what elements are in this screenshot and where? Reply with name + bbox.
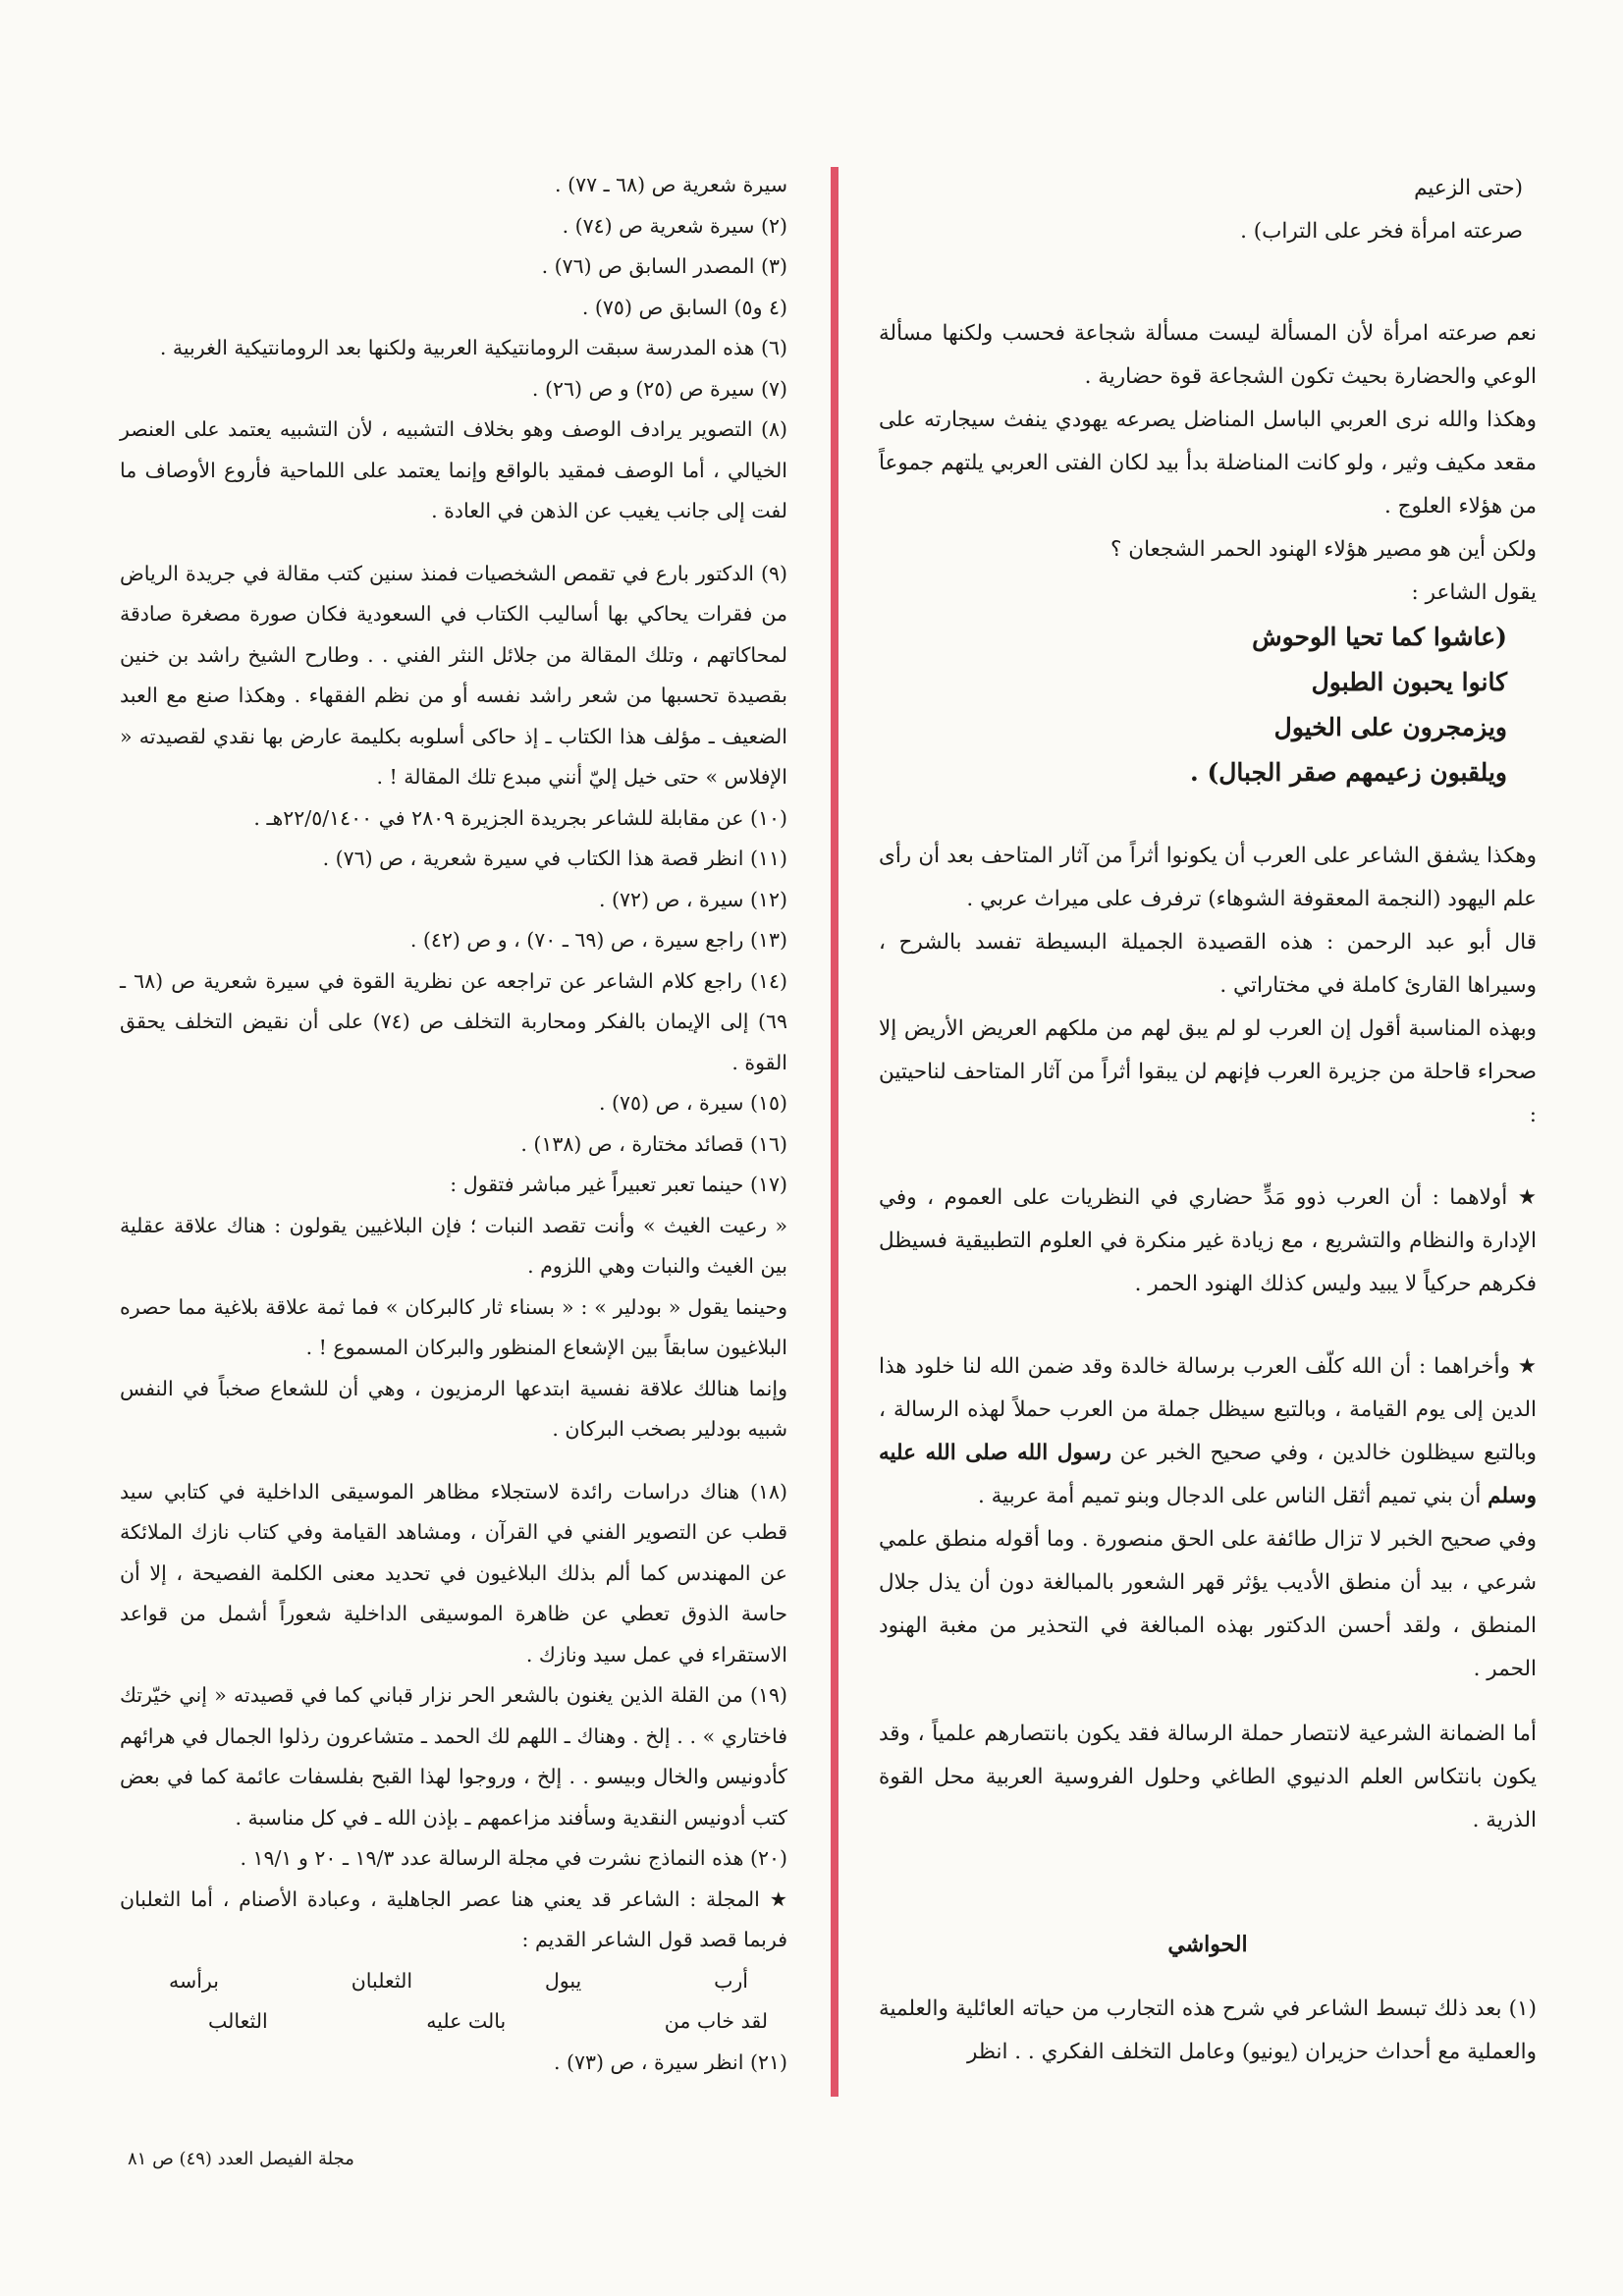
second-point-emphasis: رسول الله صلى الله عليه وسلم bbox=[879, 1441, 1537, 1508]
quoted-verse-header bbox=[879, 167, 1537, 253]
footnote: وحينما يقول « بودلير » : « بسناء ثار كالبركان » فما ثمة علاقة بلاغية مما حصره البلاغيون سابقاً بين الإشعاع المنظور والبركان المسموع ! . bbox=[120, 1294, 787, 1359]
footnote: وإنما هنالك علاقة نفسية ابتدعها الرمزيون ، وهي أن للشعاع صخباً في النفس شبيه بودلير بصخب البركان . bbox=[120, 1376, 787, 1441]
footnote: (١١) انظر قصة هذا الكتاب في سيرة شعرية ، ص (٧٦) . bbox=[322, 847, 787, 870]
footnote: (١٨) هناك دراسات رائدة لاستجلاء مظاهر الموسيقى الداخلية في كتابي سيد قطب عن التصوير الفني في القرآن ، ومشاهد القيامة وفي كتاب نازك الملائكة عن المهندس كما ألم بذلك البلاغيون في تحديد معنى الكلمة الفصيحة ، إلا أن حاسة الذوق تعطي عن ظاهرة الموسيقى الداخلية شعوراً أشمل من قواعد الاستقراء في عمل سيد ونازك . bbox=[120, 1479, 787, 1667]
footnote: سيرة شعرية ص (٦٨ ـ ٧٧) . bbox=[555, 173, 787, 196]
footnote: (١٤) راجع كلام الشاعر عن تراجعه عن نظرية القوة في سيرة شعرية ص (٦٨ ـ ٦٩) إلى الإيمان بالفكر ومحاربة التخلف ص (٧٤) على أن نقيض التخلف يحقق القوة . bbox=[120, 968, 787, 1074]
poem-line: ويلقبون زعيمهم صقر الجبال) . bbox=[1190, 758, 1507, 787]
verse-word: يبول bbox=[544, 1968, 582, 1993]
main-article-column bbox=[879, 167, 1537, 2074]
verse-word: برأسه bbox=[169, 1968, 219, 1993]
second-point-end: أن بني تميم أثقل الناس على الدجال وبنو تميم أمة عربية . bbox=[978, 1484, 1488, 1508]
page-footer: مجلة الفيصل العدد (٤٩) ص ٨١ bbox=[128, 2149, 354, 2169]
footnote: (١٢) سيرة ، ص (٧٢) . bbox=[599, 887, 787, 911]
footnote: (١٩) من القلة الذين يغنون بالشعر الحر نزار قباني كما في قصيدته « إني خيّرتك فاختاري » . . إلخ . وهناك ـ اللهم لك الحمد ـ متشاعرون رذلوا الجمال في هرائهم كأدونيس والخال وبيسو . . إلخ ، وروجوا لهذا القبح بفلسفات عائمة كما في بعض كتب أدونيس النقدية وسأفند مزاعمهم ـ بإذن الله ـ في كل مناسبة . bbox=[120, 1683, 787, 1830]
second-point bbox=[879, 1345, 1537, 1518]
footnote: (١٠) عن مقابلة للشاعر بجريدة الجزيرة ٢٨٠٩ في ٢٢/٥/١٤٠٠هـ . bbox=[253, 805, 787, 830]
footnote: ★ المجلة : الشاعر قد يعني هنا عصر الجاهلية ، وعبادة الأصنام ، أما الثعلبان فربما قصد قول الشاعر القديم : bbox=[120, 1886, 787, 1951]
verse-word: لقد خاب من bbox=[664, 2009, 768, 2033]
poem-line: كانوا يحبون الطبول bbox=[1311, 668, 1507, 696]
footnotes-column bbox=[120, 165, 787, 2083]
paragraph: وهكذا يشفق الشاعر على العرب أن يكونوا أثراً من آثار المتاحف بعد أن رأى علم اليهود (النجمة المعقوفة الشوهاء) ترفرف على ميراث عربي . bbox=[879, 844, 1537, 911]
paragraph: وهكذا والله نرى العربي الباسل المناضل يصرعه يهودي ينفث سيجارته على مقعد مكيف وثير ، ولو كانت المناضلة بدأ بيد لكان الفتى العربي يلتهم جموعاً من هؤلاء العلوج . bbox=[879, 408, 1537, 519]
footnote: (١٥) سيرة ، ص (٧٥) . bbox=[599, 1091, 787, 1115]
footnote: (١٧) حينما تعبر تعبيراً غير مباشر فتقول : bbox=[450, 1173, 787, 1196]
paragraph: وفي صحيح الخبر لا تزال طائفة على الحق منصورة . وما أقوله منطق علمي شرعي ، بيد أن منطق الأديب يؤثر قهر الشعور بالمبالغة دون أن يذل جلال المنطق ، ولقد أحسن الدكتور بهذه المبالغة في التحذير من مغبة الهنود الحمر . bbox=[879, 1527, 1537, 1681]
verse-word: أرب bbox=[714, 1968, 748, 1993]
poem-block bbox=[879, 615, 1537, 795]
footnote: (١) بعد ذلك تبسط الشاعر في شرح هذه التجارب من حياته العائلية والعلمية والعملية مع أحداث حزيران (يونيو) وعامل التخلف الفكري . . انظر bbox=[879, 1996, 1537, 2064]
second-point-text: ★ وأخراهما : أن الله كلّف العرب برسالة خالدة وقد ضمن الله لنا خلود هذا الدين إلى يوم القيامة ، وبالتبع سيظل جملة من العرب حملاً لهذه الرسالة ، وبالتبع سيظلون خالدين ، وفي صحيح الخبر عن bbox=[879, 1354, 1537, 1465]
footnotes-title: الحواشي bbox=[1167, 1932, 1248, 1957]
verse-line-2 bbox=[120, 2001, 787, 2043]
poem-line: (عاشوا كما تحيا الوحوش bbox=[1252, 623, 1507, 651]
footnote: (٤ و٥) السابق ص (٧٥) . bbox=[581, 295, 787, 319]
footnote: (٣) المصدر السابق ص (٧٦) . bbox=[541, 254, 787, 278]
verse-word: بالت عليه bbox=[426, 2009, 507, 2033]
paragraph: نعم صرعته امرأة لأن المسألة ليست مسألة شجاعة فحسب ولكنها مسألة الوعي والحضارة بحيث تكون الشجاعة قوة حضارية . bbox=[879, 321, 1537, 389]
verse-line-1 bbox=[120, 1961, 787, 2002]
footnote: (٢) سيرة شعرية ص (٧٤) . bbox=[562, 213, 787, 238]
paragraph: وبهذه المناسبة أقول إن العرب لو لم يبق لهم من ملكهم العريض الأريض إلا صحراء قاحلة من جزيرة العرب فإنهم لن يبقوا أثراً من آثار المتاحف لناحيتين : bbox=[879, 1016, 1537, 1127]
verse-word: الثعلبان bbox=[351, 1968, 413, 1993]
footnote: (١٦) قصائد مختارة ، ص (١٣٨) . bbox=[520, 1131, 787, 1156]
header-line: صرعته امرأة فخر على التراب) . bbox=[1240, 219, 1523, 244]
footnote: (٢١) انظر سيرة ، ص (٧٣) . bbox=[553, 2050, 787, 2074]
closing-paragraph: أما الضمانة الشرعية لانتصار حملة الرسالة فقد يكون بانتصارهم علمياً ، وقد يكون بانتكاس العلم الدنيوي الطاغي وحلول الفروسية العربية محل القوة الذرية . bbox=[879, 1722, 1537, 1832]
footnote: (٦) هذه المدرسة سبقت الرومانتيكية العربية ولكنها بعد الرومانتيكية الغربية . bbox=[159, 336, 787, 359]
poem-line: ويزمجرون على الخيول bbox=[1273, 713, 1507, 741]
paragraph: قال أبو عبد الرحمن : هذه القصيدة الجميلة البسيطة تفسد بالشرح ، وسيراها القارئ كاملة في مختاراتي . bbox=[879, 930, 1537, 998]
column-divider bbox=[831, 167, 839, 2097]
verse-word: الثعالب bbox=[208, 2009, 268, 2033]
header-line: (حتى الزعيم bbox=[1414, 176, 1523, 200]
footnote: (٨) التصوير يرادف الوصف وهو بخلاف التشبيه ، لأن التشبيه يعتمد على العنصر الخيالي ، أما الوصف فمقيد بالواقع وإنما يعتمد على اللماحية فأروع الأوصاف ما لفت إلى جانب يغيب عن الذهن في العادة . bbox=[120, 417, 787, 522]
first-point: ★ أولاهما : أن العرب ذوو مَدٍّ حضاري في النظريات على العموم ، وفي الإدارة والنظام والتشريع ، مع زيادة غير منكرة في العلوم التطبيقية فسيظل فكرهم حركياً لا يبيد وليس كذلك الهنود الحمر . bbox=[879, 1185, 1537, 1296]
footnote: (٩) الدكتور بارع في تقمص الشخصيات فمنذ سنين كتب مقالة في جريدة الرياض من فقرات يحاكي بها أساليب الكتاب في السعودية فكان صورة مصغرة صادقة لمحاكاتهم ، وتلك المقالة من جلائل النثر الفني . . وطارح الشيخ راشد بن خنين بقصيدة تحسبها من شعر راشد نفسه أو من نظم الفقهاء . وهكذا صنع مع العبد الضعيف ـ مؤلف هذا الكتاب ـ إذ حاكى أسلوبه بكليمة عارض بها نقدي لقصيدته « الإفلاس » حتى خيل إليّ أنني مبدع تلك المقالة ! . bbox=[120, 561, 787, 789]
footnote: (٧) سيرة ص (٢٥) و ص (٢٦) . bbox=[531, 376, 787, 401]
footnote: (١٣) راجع سيرة ، ص (٦٩ ـ ٧٠) ، و ص (٤٢) . bbox=[409, 928, 787, 952]
footnote: (٢٠) هذه النماذج نشرت في مجلة الرسالة عدد ١٩/٣ ـ ٢٠ و ١٩/١ . bbox=[240, 1846, 787, 1870]
paragraph: يقول الشاعر : bbox=[1411, 580, 1537, 605]
paragraph: ولكن أين هو مصير هؤلاء الهنود الحمر الشجعان ؟ bbox=[1110, 537, 1537, 562]
footnote: « رعيت الغيث » وأنت تقصد النبات ؛ فإن البلاغيين يقولون : هناك علاقة عقلية بين الغيث والنبات وهي اللزوم . bbox=[120, 1213, 787, 1278]
